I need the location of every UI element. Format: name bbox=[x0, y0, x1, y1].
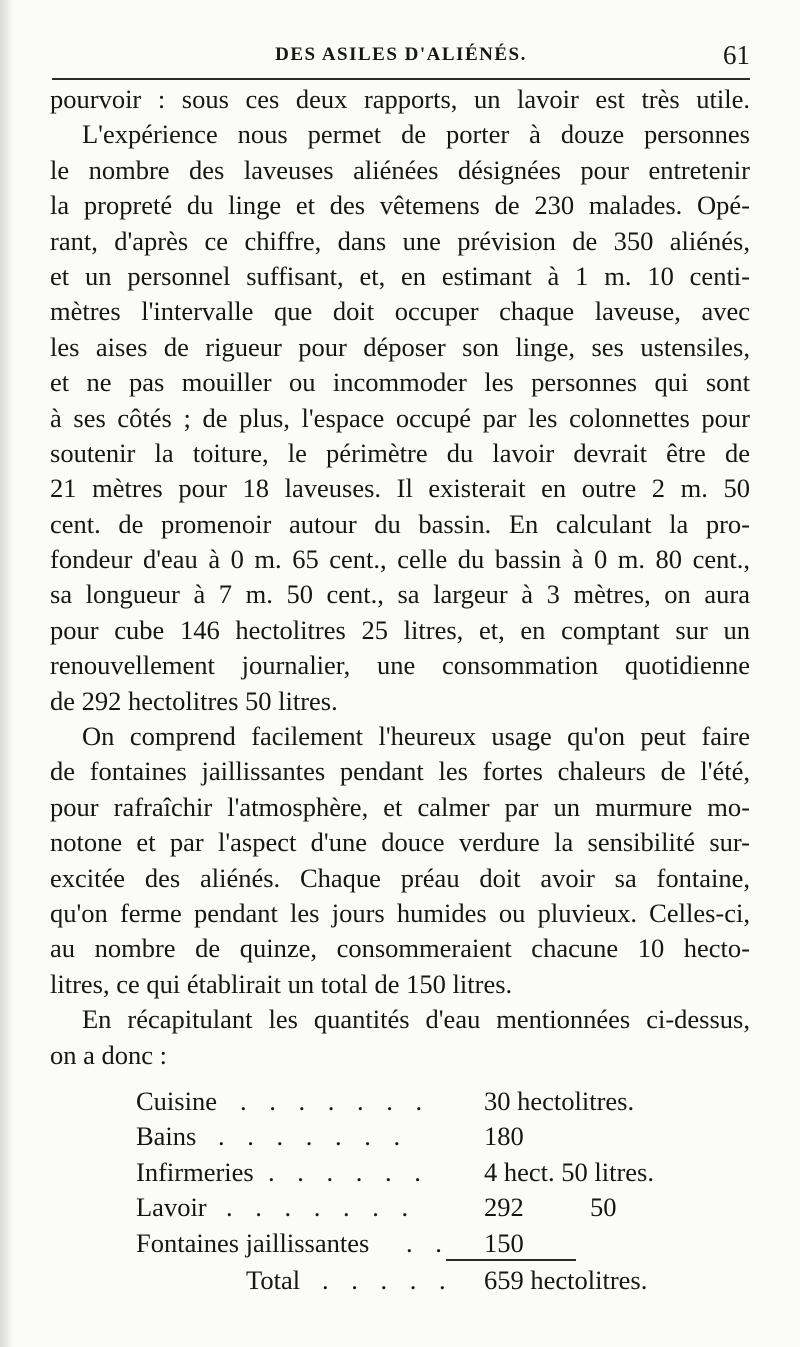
text-line: 21 mètres pour 18 laveuses. Il existerait en outre 2 m. 50 bbox=[50, 473, 750, 504]
tally-leader-dots: . . . . . . . bbox=[240, 1086, 431, 1116]
tally-leader-dots: . . bbox=[406, 1227, 450, 1258]
text-line: de fontaines jaillissantes pendant les fortes chaleurs de l'été, bbox=[50, 756, 750, 787]
water-tally bbox=[50, 1084, 750, 1298]
text-line: fondeur d'eau à 0 m. 65 cent., celle du bassin à 0 m. 80 cent., bbox=[50, 544, 750, 575]
text-line: L'expérience nous permet de porter à douze personnes bbox=[82, 119, 750, 150]
tally-leader-dots: . . . . . . bbox=[268, 1156, 429, 1187]
tally-value: 150 bbox=[484, 1227, 524, 1258]
text-line: et un personnel suffisant, et, en estimant à 1 m. 10 centi- bbox=[50, 260, 750, 291]
body-text bbox=[50, 82, 750, 1073]
text-line: pourvoir : sous ces deux rapports, un lavoir est très utile. bbox=[50, 84, 750, 114]
text-line: mètres l'intervalle que doit occuper chaque laveuse, avec bbox=[50, 296, 750, 327]
tally-total-label: Total bbox=[246, 1264, 301, 1295]
tally-row bbox=[50, 1155, 750, 1190]
text-line: On comprend facilement l'heureux usage qu'on peut faire bbox=[82, 721, 750, 752]
tally-leader-dots: . . . . . . . bbox=[226, 1192, 417, 1223]
text-line: le nombre des laveuses aliénées désignées pour entretenir bbox=[50, 154, 750, 185]
text-line: qu'on ferme pendant les jours humides ou pluvieux. Celles-ci, bbox=[50, 897, 750, 928]
text-line: renouvellement journalier, une consommation quotidienne bbox=[50, 650, 750, 681]
tally-value: 30 hectolitres. bbox=[484, 1086, 635, 1116]
tally-value: 292 50 bbox=[484, 1192, 617, 1223]
tally-leader-dots: . . . . . bbox=[322, 1264, 454, 1295]
tally-row bbox=[50, 1190, 750, 1225]
tally-leader-dots: . . . . . . . bbox=[218, 1121, 409, 1152]
tally-row bbox=[50, 1084, 750, 1119]
text-line: soutenir la toiture, le périmètre du lavoir devrait être de bbox=[50, 437, 750, 468]
text-line: au nombre de quinze, consommeraient chacune 10 hecto- bbox=[50, 933, 750, 964]
text-line: excitée des aliénés. Chaque préau doit avoir sa fontaine, bbox=[50, 862, 750, 893]
tally-row bbox=[50, 1226, 750, 1261]
sum-rule bbox=[446, 1259, 576, 1261]
text-line: pour cube 146 hectolitres 25 litres, et, en comptant sur un bbox=[50, 614, 750, 645]
tally-label: Bains bbox=[136, 1121, 197, 1152]
text-line: les aises de rigueur pour déposer son linge, ses ustensiles, bbox=[50, 331, 750, 362]
text-line: pour rafraîchir l'atmosphère, et calmer par un murmure mo- bbox=[50, 791, 750, 822]
page-number: 61 bbox=[723, 40, 750, 70]
text-line: la propreté du linge et des vêtemens de 230 malades. Opé- bbox=[50, 190, 750, 221]
running-title: DES ASILES D'ALIÉNÉS. bbox=[275, 44, 527, 65]
text-line: rant, d'après ce chiffre, dans une prévision de 350 aliénés, bbox=[50, 225, 750, 256]
tally-value: 4 hect. 50 litres. bbox=[484, 1156, 654, 1187]
tally-total-row bbox=[50, 1263, 750, 1298]
text-line: on a donc : bbox=[50, 1039, 168, 1070]
text-line: En récapitulant les quantités d'eau mentionnées ci-dessus, bbox=[82, 1004, 750, 1035]
tally-value: 180 bbox=[484, 1121, 524, 1152]
tally-label: Fontaines jaillissantes bbox=[136, 1227, 370, 1258]
header-rule bbox=[52, 78, 750, 80]
text-line: et ne pas mouiller ou incommoder les personnes qui sont bbox=[50, 367, 750, 398]
text-line: cent. de promenoir autour du bassin. En calculant la pro- bbox=[50, 508, 750, 539]
text-line: de 292 hectolitres 50 litres. bbox=[50, 685, 338, 716]
tally-total-value: 659 hectolitres. bbox=[484, 1264, 648, 1295]
running-head bbox=[52, 40, 750, 72]
tally-label: Infirmeries bbox=[136, 1156, 254, 1187]
tally-label: Cuisine bbox=[136, 1086, 217, 1116]
text-line: sa longueur à 7 m. 50 cent., sa largeur à 3 mètres, on aura bbox=[50, 579, 750, 610]
tally-label: Lavoir bbox=[136, 1192, 207, 1223]
page-gutter-shadow bbox=[0, 0, 14, 1347]
text-line: litres, ce qui établirait un total de 150 litres. bbox=[50, 968, 513, 999]
text-line: à ses côtés ; de plus, l'espace occupé par les colonnettes pour bbox=[50, 402, 750, 433]
text-line: notone et par l'aspect d'une douce verdure la sensibilité sur- bbox=[50, 827, 750, 858]
tally-row bbox=[50, 1119, 750, 1154]
